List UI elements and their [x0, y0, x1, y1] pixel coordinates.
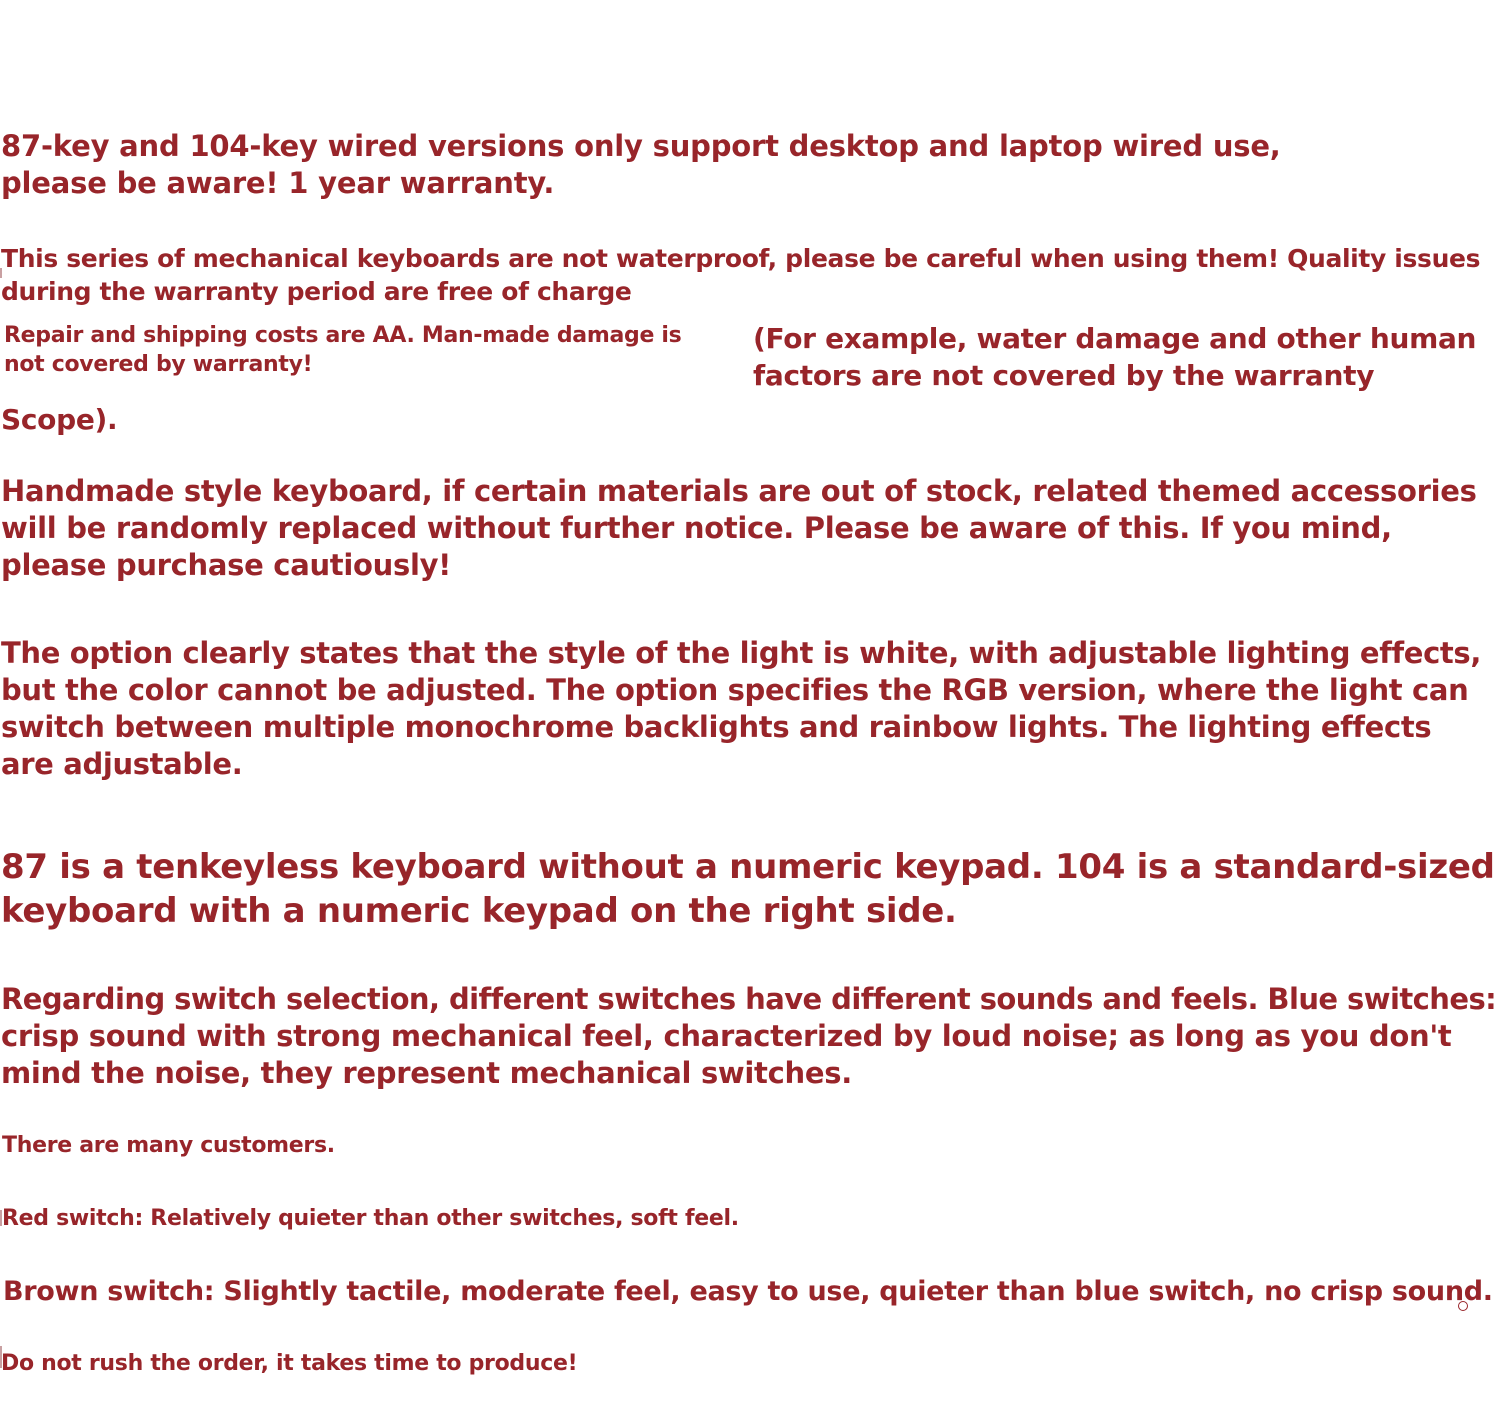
red-switch-line: Red switch: Relatively quieter than other switches, soft feel. — [2, 1206, 739, 1231]
example-line: factors are not covered by the warranty — [753, 359, 1375, 392]
customers-notice — [2, 1131, 335, 1160]
switches-line: Regarding switch selection, different switches have different sounds and feels. Blue switches: — [1, 982, 1497, 1016]
wired-versions-notice — [1, 128, 1281, 202]
production-line: Do not rush the order, it takes time to produce! — [1, 1351, 578, 1376]
repair-costs-notice — [4, 321, 681, 379]
switches-line: crisp sound with strong mechanical feel, characterized by loud noise; as long as you don't — [1, 1019, 1452, 1053]
handmade-notice — [1, 473, 1477, 584]
example-line: (For example, water damage and other human — [753, 322, 1477, 355]
repair-line: Repair and shipping costs are AA. Man-made damage is — [4, 323, 682, 348]
warranty-example-notice — [753, 320, 1476, 394]
repair-line: not covered by warranty! — [4, 352, 313, 377]
keyboard-sizes-notice — [1, 845, 1495, 933]
waterproof-notice — [1, 242, 1480, 308]
sizes-line: 87 is a tenkeyless keyboard without a numeric keypad. 104 is a standard-sized — [1, 847, 1495, 887]
lighting-line: but the color cannot be adjusted. The option specifies the RGB version, where the light can — [1, 673, 1469, 707]
handmade-line: Handmade style keyboard, if certain materials are out of stock, related themed accessories — [1, 474, 1477, 508]
lighting-line: are adjustable. — [1, 747, 243, 781]
switches-line: mind the noise, they represent mechanical switches. — [1, 1056, 852, 1090]
lighting-notice — [1, 635, 1481, 783]
wired-versions-line: 87-key and 104-key wired versions only support desktop and laptop wired use, — [1, 129, 1281, 163]
production-time-notice — [1, 1349, 577, 1378]
waterproof-line: This series of mechanical keyboards are not waterproof, please be careful when using them! Quality issues — [1, 244, 1481, 273]
switch-selection-notice — [1, 981, 1496, 1092]
handmade-line: please purchase cautiously! — [1, 548, 452, 582]
red-switch-notice — [2, 1204, 739, 1233]
lighting-line: The option clearly states that the style of the light is white, with adjustable lighting effects, — [1, 636, 1481, 670]
sizes-line: keyboard with a numeric keypad on the right side. — [1, 891, 957, 931]
brown-switch-line: Brown switch: Slightly tactile, moderate feel, easy to use, quieter than blue switch, no crisp sound. — [3, 1276, 1493, 1307]
circle-mark-icon — [1458, 1301, 1468, 1311]
lighting-line: switch between multiple monochrome backlights and rainbow lights. The lighting effects — [1, 710, 1432, 744]
brown-switch-notice — [3, 1275, 1493, 1309]
handmade-line: will be randomly replaced without further notice. Please be aware of this. If you mind, — [1, 511, 1392, 545]
customers-line: There are many customers. — [2, 1133, 335, 1158]
scope-line: Scope). — [1, 403, 118, 436]
warranty-scope-notice — [1, 401, 117, 438]
wired-versions-line: please be aware! 1 year warranty. — [1, 166, 555, 200]
waterproof-line: during the warranty period are free of charge — [1, 277, 632, 306]
